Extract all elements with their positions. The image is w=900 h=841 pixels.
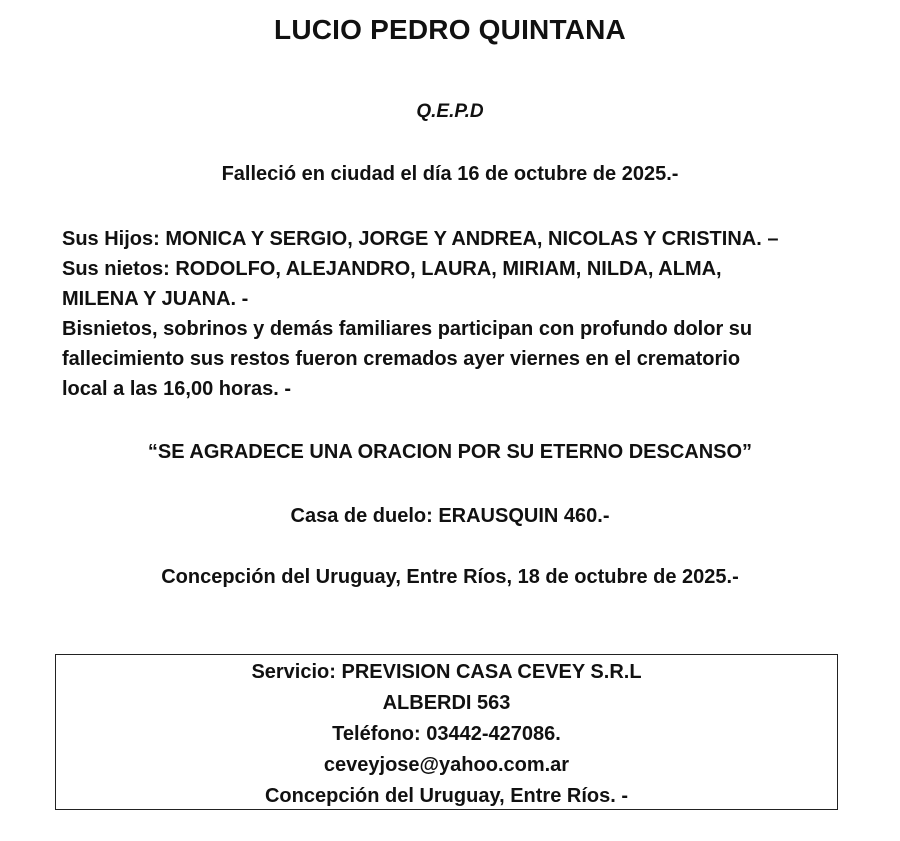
service-phone-line: Teléfono: 03442-427086.	[332, 723, 561, 745]
family-paragraph	[62, 224, 862, 404]
body-line: MILENA Y JUANA. -	[62, 288, 249, 310]
funeral-service-box	[55, 654, 838, 810]
body-line: Bisnietos, sobrinos y demás familiares participan con profundo dolor su	[62, 318, 753, 340]
body-line: Sus Hijos: MONICA Y SERGIO, JORGE Y ANDREA, NICOLAS Y CRISTINA. –	[62, 228, 779, 250]
deceased-name-title: LUCIO PEDRO QUINTANA	[274, 14, 626, 45]
mourning-house-line: Casa de duelo: ERAUSQUIN 460.-	[290, 505, 610, 527]
body-line: local a las 16,00 horas. -	[62, 378, 292, 400]
death-date-line: Falleció en ciudad el día 16 de octubre de 2025.-	[221, 163, 679, 185]
place-date-line: Concepción del Uruguay, Entre Ríos, 18 de octubre de 2025.-	[161, 566, 739, 588]
service-city-line: Concepción del Uruguay, Entre Ríos. -	[264, 785, 628, 807]
service-address-line: ALBERDI 563	[382, 692, 511, 714]
prayer-request-line: “SE AGRADECE UNA ORACION POR SU ETERNO DESCANSO”	[147, 441, 753, 463]
qepd-line: Q.E.P.D	[416, 101, 484, 122]
service-provider-line: Servicio: PREVISION CASA CEVEY S.R.L	[251, 661, 642, 683]
body-line: fallecimiento sus restos fueron cremados ayer viernes en el crematorio	[62, 348, 741, 370]
body-line: Sus nietos: RODOLFO, ALEJANDRO, LAURA, MIRIAM, NILDA, ALMA,	[62, 258, 722, 280]
service-email-line: ceveyjose@yahoo.com.ar	[323, 754, 570, 776]
